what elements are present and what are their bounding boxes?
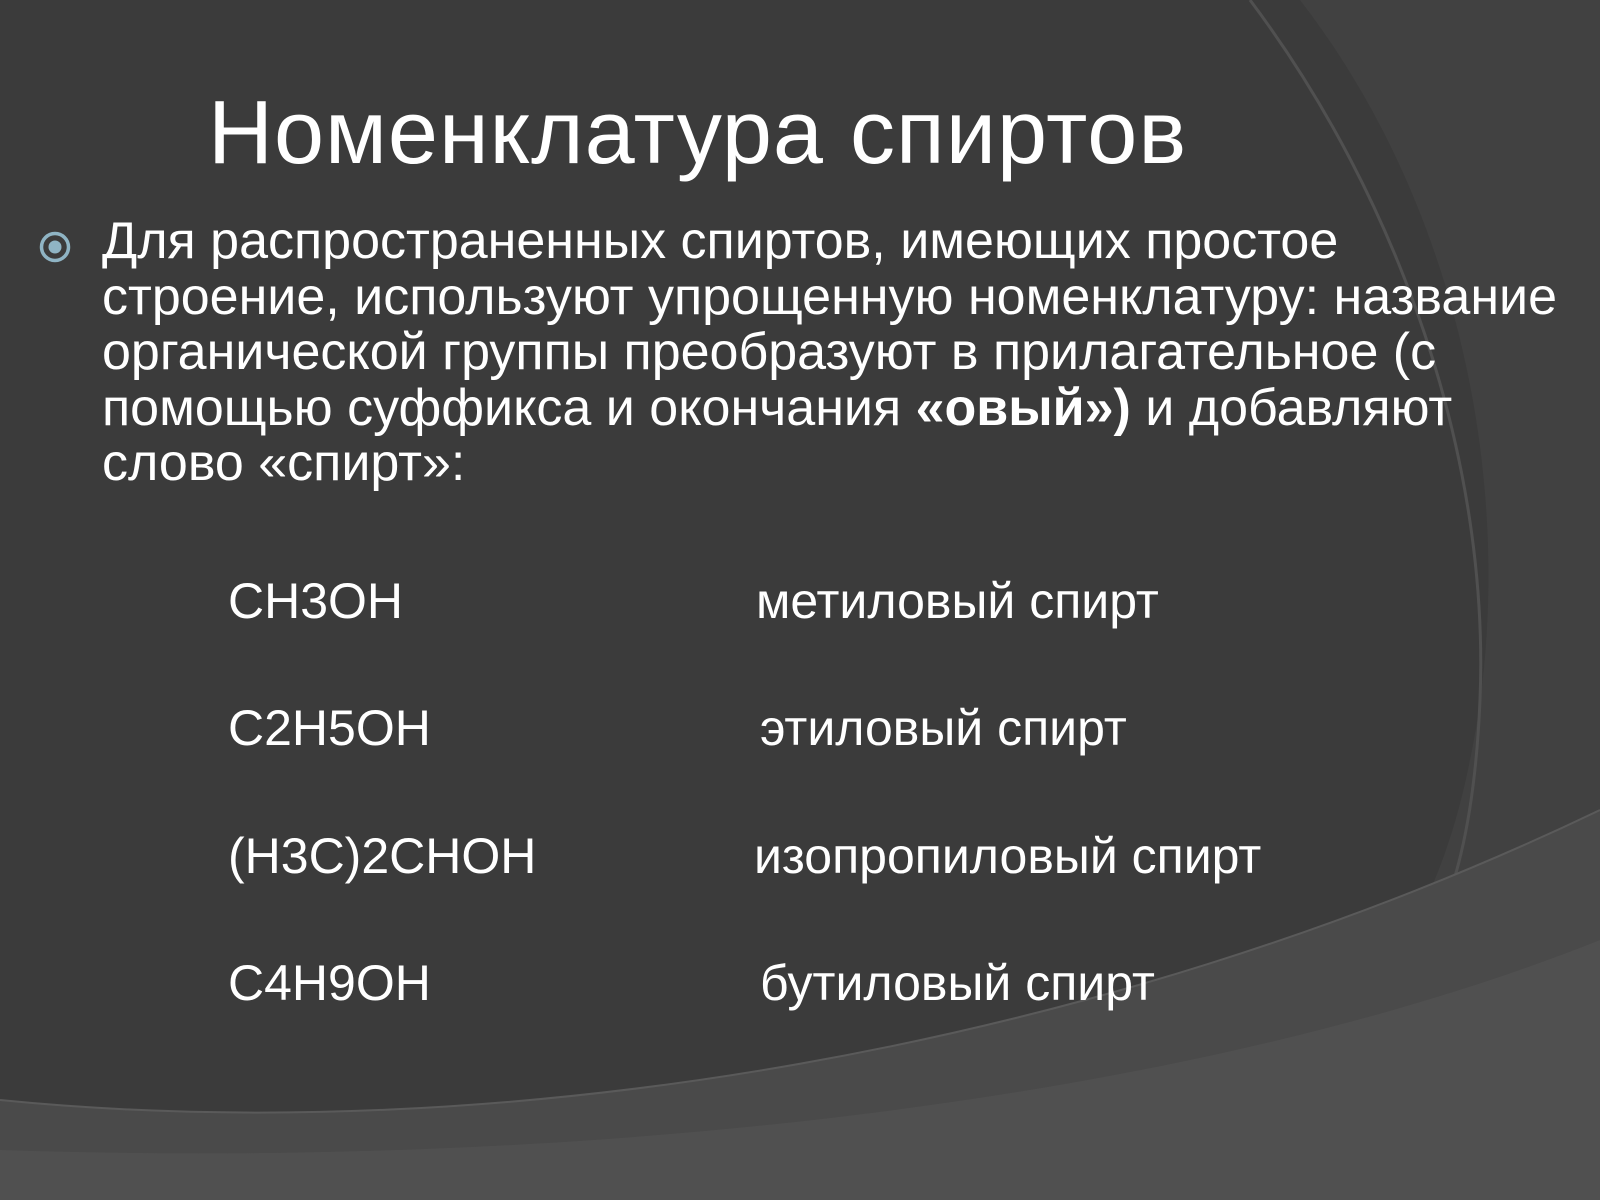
- paragraph-text-bold-suffix: «овый»): [915, 378, 1131, 437]
- alcohol-row: [0, 826, 1600, 886]
- paragraph-text-main: Для распространенных спиртов, имеющих простое строение, используют упрощенную номенклатуру: название органической группы преобразуют в прилагательное (с помощью суффикса и окончания: [102, 212, 1558, 437]
- alcohol-name: бутиловый спирт: [760, 955, 1155, 1011]
- slide-title: Номенклатура спиртов: [208, 83, 1188, 183]
- alcohol-formula: CH3OH: [228, 573, 404, 629]
- alcohol-row: [0, 571, 1600, 631]
- alcohol-formula: (H3C)2CHOH: [228, 828, 537, 884]
- alcohol-row: [0, 953, 1600, 1013]
- bullet-paragraph: [102, 214, 1562, 492]
- alcohol-formula: C4H9OH: [228, 955, 431, 1011]
- alcohol-name: изопропиловый спирт: [754, 828, 1262, 884]
- alcohol-name: этиловый спирт: [760, 700, 1127, 756]
- alcohol-formula: C2H5OH: [228, 700, 431, 756]
- circle-dot-bullet-icon: [38, 230, 72, 264]
- paragraph-text-end: и добавляют слово «спирт»:: [102, 378, 1453, 492]
- alcohol-name: метиловый спирт: [756, 573, 1159, 629]
- alcohol-row: [0, 698, 1600, 758]
